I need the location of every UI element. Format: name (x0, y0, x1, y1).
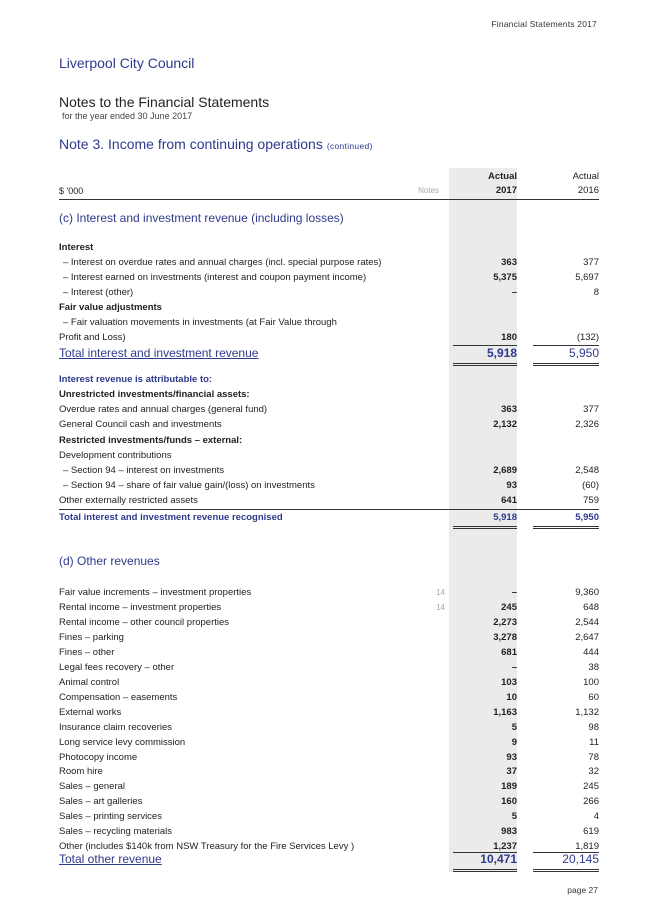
recognised-total-row (59, 511, 599, 525)
restricted-heading-row (59, 434, 599, 448)
fv-heading: Fair value adjustments (59, 302, 162, 313)
section-d-heading (59, 554, 599, 570)
row-2017: 160 (501, 796, 517, 808)
attrib-heading-row (59, 373, 599, 387)
table-row (59, 721, 599, 735)
row-label: Sales – recycling materials (59, 826, 172, 838)
row-2017: 5 (511, 811, 517, 823)
table-row (63, 271, 603, 285)
fv-label-2: Profit and Loss) (59, 332, 126, 343)
recognised-rule-2016-b (533, 528, 599, 529)
row-2017: 363 (501, 257, 517, 268)
row-2016: 619 (583, 826, 599, 838)
row-note: 14 (436, 588, 445, 597)
table-row (59, 418, 599, 432)
row-2017: – (511, 661, 517, 673)
row-label: Fines – other (59, 646, 115, 658)
row-2016: 2,548 (575, 465, 599, 476)
page-number: page 27 (567, 885, 598, 895)
row-label: Other externally restricted assets (59, 495, 198, 506)
council-name: Liverpool City Council (59, 55, 195, 71)
row-2017: 9 (511, 736, 517, 748)
row-2017: – (511, 587, 517, 598)
total-rule-2017 (453, 363, 517, 364)
row-2016: 4 (593, 811, 599, 823)
row-label: Room hire (59, 766, 103, 778)
table-row (59, 646, 599, 660)
row-label: Photocopy income (59, 751, 138, 763)
row-2017: 93 (506, 480, 517, 491)
row-2017: 2,273 (493, 616, 517, 628)
row-label: – Section 94 – interest on investments (63, 465, 225, 476)
row-2016: 2,326 (575, 419, 599, 430)
total-interest-label: Total interest and investment revenue (59, 346, 259, 360)
row-2017: 3,278 (493, 631, 517, 643)
table-row (59, 780, 599, 794)
period-subtitle: for the year ended 30 June 2017 (62, 111, 193, 121)
section-c-title: (c) Interest and investment revenue (including losses) (59, 211, 344, 225)
row-label: General Council cash and investments (59, 419, 222, 430)
row-2016: 1,819 (575, 841, 599, 853)
row-label: Rental income – investment properties (59, 602, 222, 613)
row-label: Fair value increments – investment properties (59, 587, 252, 598)
row-2017: 681 (501, 646, 517, 658)
row-label: Sales – general (59, 781, 126, 793)
row-2017: – (511, 287, 517, 298)
table-row (59, 494, 599, 508)
row-2017: 37 (506, 766, 517, 778)
unrestricted-heading-row (59, 388, 599, 402)
note-heading-text: Note 3. Income from continuing operations (59, 136, 323, 152)
row-label: Overdue rates and annual charges (general fund) (59, 404, 268, 415)
table-row (63, 464, 603, 478)
row-label: Legal fees recovery – other (59, 661, 175, 673)
col-2016: 2016 (577, 185, 599, 196)
recognised-2016: 5,950 (575, 512, 599, 523)
table-row (59, 810, 599, 824)
row-label: Animal control (59, 676, 120, 688)
row-2017: 1,163 (493, 706, 517, 718)
interest-heading: Interest (59, 242, 94, 253)
document-header: Financial Statements 2017 (491, 19, 597, 29)
row-2016: 444 (583, 646, 599, 658)
row-label: – Interest on overdue rates and annual charges (incl. special purpose rates) (63, 257, 382, 268)
recognised-rule-2016 (533, 526, 599, 527)
table-row (63, 479, 603, 493)
row-label: – Interest earned on investments (interest and coupon payment income) (63, 272, 367, 283)
recognised-rule (59, 509, 599, 510)
row-note: 14 (436, 603, 445, 612)
row-2016: 377 (583, 404, 599, 415)
section-d-title: (d) Other revenues (59, 554, 160, 568)
row-2016: 648 (583, 602, 599, 613)
row-2017: 983 (501, 826, 517, 838)
row-label: Sales – printing services (59, 811, 162, 823)
row-label: Fines – parking (59, 631, 124, 643)
row-2016: 9,360 (575, 587, 599, 598)
table-row (59, 616, 599, 630)
table-row (59, 449, 599, 463)
row-2016: 2,647 (575, 631, 599, 643)
total-other-rule-2016-b (533, 871, 599, 872)
row-2017: 189 (501, 781, 517, 793)
row-2017: 641 (501, 495, 517, 506)
row-2016: 5,697 (575, 272, 599, 283)
row-2017: 5,375 (493, 272, 517, 283)
row-2017: 5 (511, 721, 517, 733)
attrib-heading: Interest revenue is attributable to: (59, 374, 213, 385)
row-2016: 1,132 (575, 706, 599, 718)
header-rule (59, 199, 599, 200)
row-2016: 38 (588, 661, 599, 673)
total-row (59, 346, 599, 362)
recognised-rule-2017-b (453, 528, 517, 529)
row-2017: 2,132 (493, 419, 517, 430)
total-interest-2017: 5,918 (486, 346, 517, 360)
recognised-2017: 5,918 (493, 512, 517, 523)
total-other-rule-2016 (533, 869, 599, 870)
total-other-2016: 20,145 (562, 852, 599, 866)
row-2017: 10 (506, 691, 517, 703)
col-actual-2017: Actual (487, 171, 517, 182)
total-rule-2016 (533, 363, 599, 364)
notes-title: Notes to the Financial Statements (59, 94, 270, 110)
table-row (59, 751, 599, 765)
table-row (59, 676, 599, 690)
row-label: Sales – art galleries (59, 796, 143, 808)
row-label: External works (59, 706, 122, 718)
table-row (59, 331, 599, 345)
fv-label-1: – Fair valuation movements in investments (at Fair Value through (63, 317, 337, 328)
row-2016: 266 (583, 796, 599, 808)
total-rule-2016-b (533, 365, 599, 366)
total-rule-2017-b (453, 365, 517, 366)
row-2017: 103 (501, 676, 517, 688)
unrestricted-heading: Unrestricted investments/financial assets: (59, 389, 250, 400)
note-continued: (continued) (326, 141, 373, 151)
note-heading (59, 136, 373, 152)
row-2017: 93 (506, 751, 517, 763)
column-header-actual-row (59, 170, 599, 184)
row-2016: 245 (583, 781, 599, 793)
row-2016: 8 (593, 287, 599, 298)
fv-2017: 180 (501, 332, 517, 343)
row-2016: 100 (583, 676, 599, 688)
row-2016: 32 (588, 766, 599, 778)
row-2016: 759 (583, 495, 599, 506)
table-row (59, 631, 599, 645)
row-label: Long service levy commission (59, 736, 186, 748)
row-label: – Interest (other) (63, 287, 134, 298)
recognised-rule-2017 (453, 526, 517, 527)
recognised-label: Total interest and investment revenue recognised (59, 512, 283, 523)
dev-contrib-label: Development contributions (59, 450, 172, 461)
fv-heading-row (59, 301, 599, 315)
row-2016: 377 (583, 257, 599, 268)
table-row (63, 256, 603, 270)
fv-2016: (132) (576, 332, 599, 343)
col-2017: 2017 (495, 185, 517, 196)
table-row (59, 586, 599, 600)
total-other-2017: 10,471 (480, 852, 517, 866)
table-row (63, 286, 603, 300)
total-interest-2016: 5,950 (568, 346, 599, 360)
table-row (59, 765, 599, 779)
col-actual-2016: Actual (572, 171, 599, 182)
row-2017: 2,689 (493, 465, 517, 476)
table-row (59, 691, 599, 705)
row-2017: 1,237 (493, 841, 517, 853)
table-row (59, 601, 599, 615)
row-label: Compensation – easements (59, 691, 178, 703)
total-other-rule-2017-b (453, 871, 517, 872)
total-other-label: Total other revenue (59, 852, 162, 866)
row-label: Insurance claim recoveries (59, 721, 172, 733)
row-2016: 60 (588, 691, 599, 703)
table-row (59, 403, 599, 417)
row-label: – Section 94 – share of fair value gain/(loss) on investments (63, 480, 315, 491)
row-label: Other (includes $140k from NSW Treasury for the Fire Services Levy ) (59, 841, 355, 853)
table-row (59, 825, 599, 839)
section-c-heading (59, 211, 599, 227)
table-row (63, 316, 603, 330)
table-row (59, 736, 599, 750)
row-2016: (60) (582, 480, 599, 491)
table-row (59, 706, 599, 720)
row-2016: 11 (589, 736, 599, 748)
unit-label: $ '000 (59, 186, 84, 196)
restricted-heading: Restricted investments/funds – external: (59, 435, 243, 446)
notes-col-label: Notes (418, 186, 439, 195)
total-other-row (59, 852, 599, 868)
row-2016: 98 (588, 721, 599, 733)
row-2017: 363 (501, 404, 517, 415)
row-2017: 245 (501, 602, 517, 613)
row-label: Rental income – other council properties (59, 616, 230, 628)
row-2016: 78 (588, 751, 599, 763)
row-2016: 2,544 (575, 616, 599, 628)
column-header-row (59, 184, 599, 198)
table-row (59, 795, 599, 809)
table-row (59, 661, 599, 675)
total-other-rule-2017 (453, 869, 517, 870)
interest-heading-row (59, 241, 599, 255)
